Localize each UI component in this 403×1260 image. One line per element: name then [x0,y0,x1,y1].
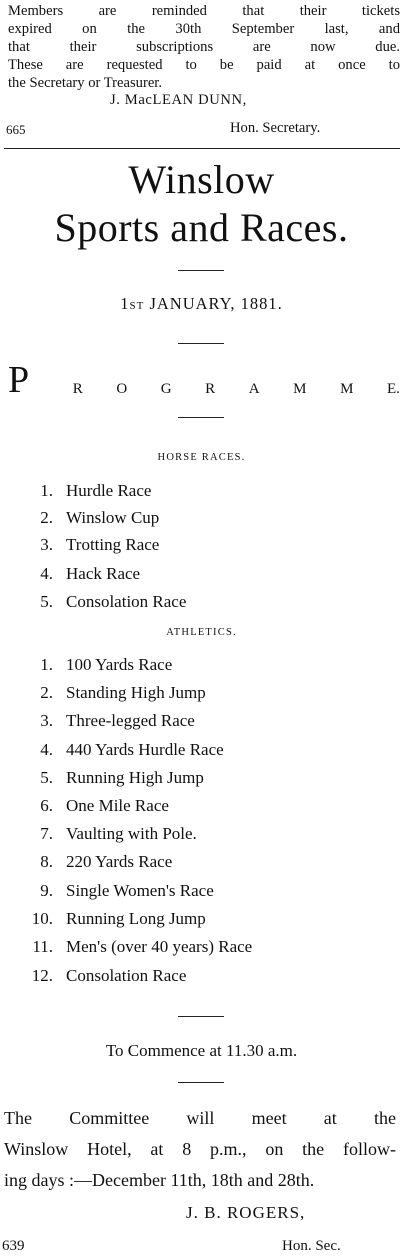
list-item [0,564,403,588]
commence-time: To Commence at 11.30 a.m. [105,1041,298,1060]
list-item [0,711,403,735]
item-number: 2. [40,683,53,702]
programme-heading [8,359,400,401]
item-text: 440 Yards Hurdle Race [66,740,224,759]
item-number: 10. [31,909,53,928]
committee-signatory-title: Hon. Sec. [282,1238,341,1254]
short-divider [178,270,224,271]
notice-line: the Secretary or Treasurer. [8,75,162,91]
item-text: Consolation Race [66,592,187,611]
item-number: 3. [40,535,53,554]
committee-line: Winslow Hotel, at 8 p.m., on the follow- [4,1139,396,1159]
item-text: Consolation Race [66,966,187,985]
item-text: 220 Yards Race [66,852,173,871]
committee-ad-number: 639 [2,1238,25,1254]
list-item [0,655,403,679]
list-item [0,481,403,505]
notice-signatory-title: Hon. Secretary. [230,120,321,136]
item-number: 12. [31,966,53,985]
list-item [0,909,403,933]
short-divider [178,1082,224,1083]
item-number: 1. [40,481,53,500]
notice-ad-number: 665 [6,122,26,137]
item-text: Vaulting with Pole. [66,824,197,843]
committee-line: ing days :—December 11th, 18th and 28th. [4,1170,315,1190]
short-divider [178,417,224,418]
notice-line: expired on the 30th September last, and [8,21,400,37]
list-item [0,852,403,876]
list-item [0,937,403,961]
members-notice [8,2,400,92]
item-text: Trotting Race [66,535,160,554]
event-date [0,294,403,314]
programme-letter: M [293,381,307,397]
committee-notice [4,1103,396,1196]
item-text: Standing High Jump [66,683,206,702]
item-number: 11. [32,937,53,956]
programme-letter: R [72,381,83,397]
item-number: 8. [40,852,53,871]
item-number: 5. [40,768,53,787]
list-item [0,740,403,764]
programme-letter: A [248,381,260,397]
page-title-line2: Sports and Races. [54,205,349,250]
item-text: Single Women's Race [66,881,214,900]
list-item [0,592,403,616]
item-number: 2. [40,508,53,527]
programme-letter: R [205,381,216,397]
list-item [0,824,403,848]
list-item [0,535,403,559]
item-text: Three-legged Race [66,711,195,730]
short-divider [178,1016,224,1017]
item-text: Winslow Cup [66,508,160,527]
item-number: 1. [40,655,53,674]
item-text: Hack Race [66,564,141,583]
item-number: 6. [40,796,53,815]
item-text: One Mile Race [66,796,169,815]
programme-letter: G [160,381,172,397]
section-divider [4,148,400,149]
programme-letter: E. [387,381,400,397]
committee-signatory: J. B. ROGERS, [186,1203,306,1222]
item-number: 3. [40,711,53,730]
list-item [0,508,403,532]
item-text: 100 Yards Race [66,655,173,674]
item-text: Men's (over 40 years) Race [66,937,253,956]
notice-line: Members are reminded that their tickets [8,3,400,19]
item-number: 7. [40,824,53,843]
programme-initial: P [8,359,30,401]
list-item [0,966,403,990]
date-rest: JANUARY, 1881. [144,294,283,313]
date-day: 1 [120,294,130,313]
notice-signatory: J. MacLEAN DUNN, [110,92,247,108]
page-title-line1: Winslow [128,157,275,202]
notice-line: that their subscriptions are now due. [8,39,400,55]
horse-races-heading: HORSE RACES. [157,452,246,463]
list-item [0,881,403,905]
item-number: 5. [40,592,53,611]
item-number: 4. [40,740,53,759]
item-text: Hurdle Race [66,481,152,500]
date-ordinal: ST [129,300,145,312]
short-divider [178,343,224,344]
item-text: Running Long Jump [66,909,206,928]
item-text: Running High Jump [66,768,204,787]
list-item [0,796,403,820]
programme-letter: O [116,381,128,397]
item-number: 4. [40,564,53,583]
programme-letter: M [340,381,354,397]
item-number: 9. [40,881,53,900]
notice-line: These are requested to be paid at once to [8,57,400,73]
athletics-heading: ATHLETICS. [166,627,237,638]
list-item [0,683,403,707]
committee-line: The Committee will meet at the [4,1108,396,1128]
list-item [0,768,403,792]
